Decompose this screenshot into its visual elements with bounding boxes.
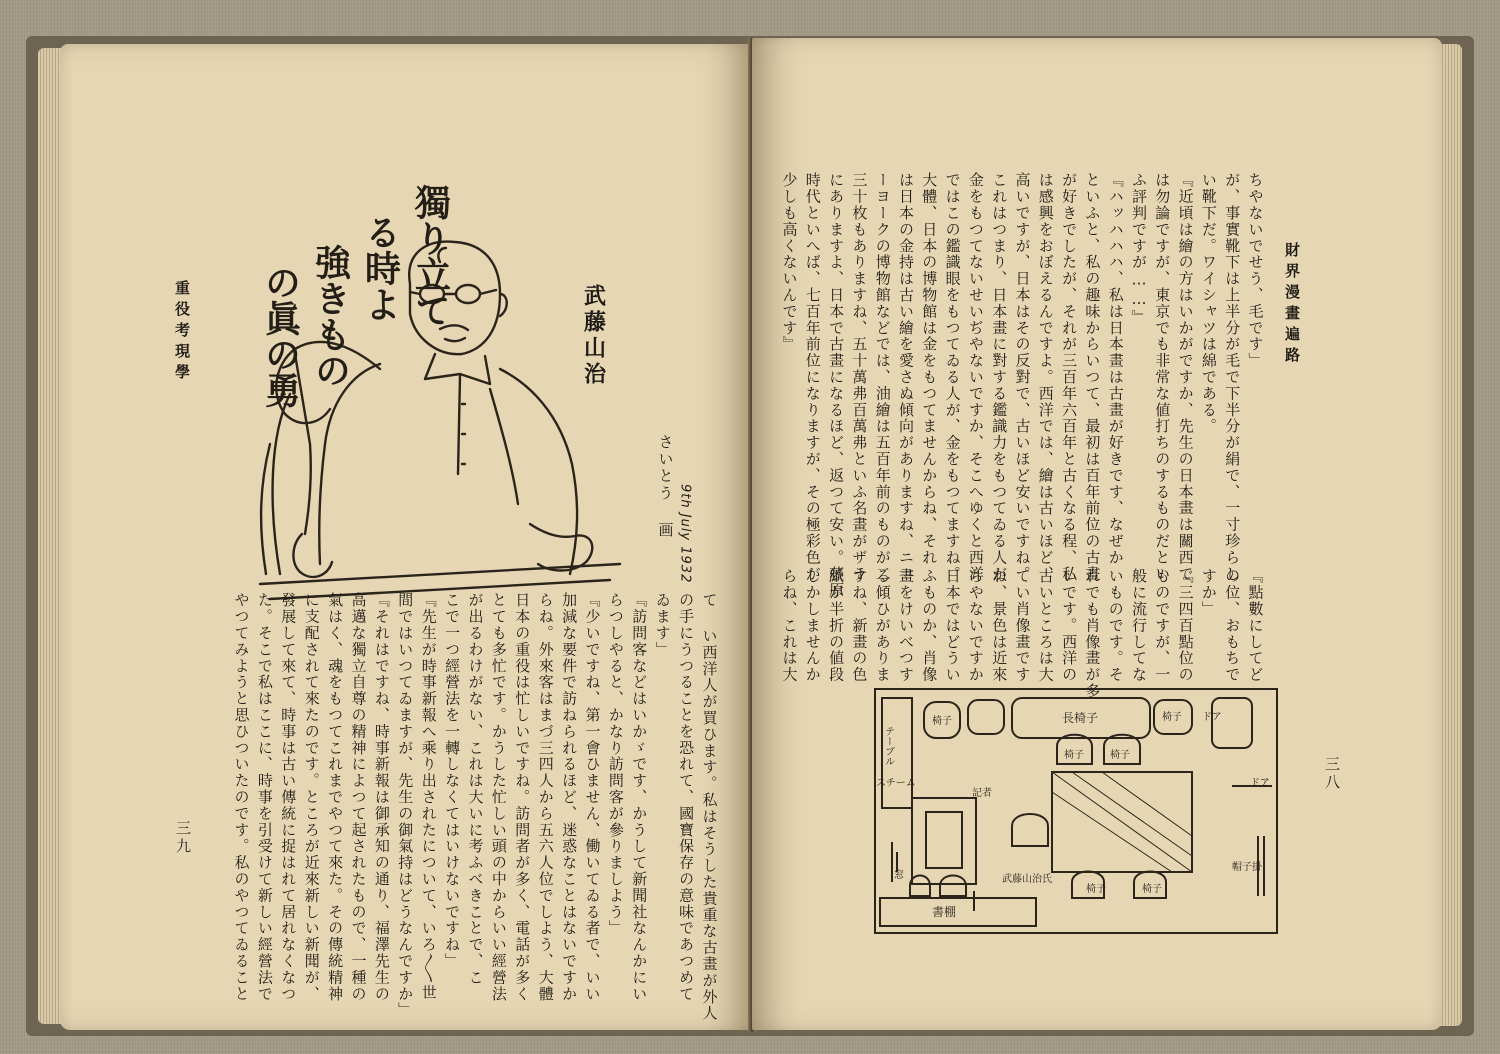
text-column: 古いところは大 xyxy=(1036,568,1055,683)
text-column: らつしやると、かなり訪問客が參りましよう」 xyxy=(606,592,625,937)
left-page-number: 三九 xyxy=(174,820,192,856)
text-column: 三十枚もありますね、五十萬弗百萬弗といふ名畫がザラ xyxy=(850,172,869,582)
text-column: ものですが、一 xyxy=(1153,568,1172,683)
text-column: の手にうつることを恐れて、國寶保存の意味であつめて xyxy=(677,592,696,1002)
plan-label-door-2: ドア xyxy=(1202,712,1222,723)
text-column: いです。西洋の xyxy=(1060,568,1079,683)
text-column: らね、これは大 xyxy=(780,568,799,683)
text-column: て い西洋人が買ひます。私はそうした貴重な古畫が外人 xyxy=(700,592,719,1022)
text-column: 『ハッハハハ、私は日本畫は古畫が好きです、なぜか xyxy=(1106,172,1125,566)
left-page xyxy=(60,44,750,1030)
calligraphy-col-4: の眞の勇 xyxy=(259,264,301,408)
text-column: 金をもつてないせいぢやないですか、そこへゆくと西洋 xyxy=(966,172,985,582)
page-edges-left xyxy=(38,48,62,1024)
text-column: 『近頃は繪の方はいかがですか、先生の日本畫は關西で xyxy=(1176,172,1195,582)
text-column: る傾ひがありま xyxy=(873,568,892,683)
plan-bookshelf xyxy=(880,898,1036,926)
caricature-illustration xyxy=(200,144,720,614)
text-column: 氣はく、魂をもつてこれまでやつて來た。その傳統精神 xyxy=(326,592,345,1002)
right-page-number: 三八 xyxy=(1323,756,1341,792)
right-page xyxy=(752,38,1442,1030)
text-column: 日本ではどうい xyxy=(943,568,962,683)
plan-label-host: 武藤山治氏 xyxy=(1002,874,1052,885)
text-column: いものです。そ xyxy=(1106,568,1125,683)
text-column: が好きでしたが、それが三百年六百年と古くなる程、私 xyxy=(1060,172,1079,582)
text-column: といふと、私の趣味からいつて、最初は百年前位の古畫 xyxy=(1083,172,1102,582)
text-column: ーヨークの博物館などでは、油繪は五百年前のものが二 xyxy=(873,172,892,582)
plan-label-door-1: ドア xyxy=(1250,778,1270,789)
text-column: 紙が半折の値段 xyxy=(827,568,846,683)
text-column: 『點數にしてど xyxy=(1246,568,1265,683)
text-column: は感興をおぼえるんですよ。西洋では、繪は古いほど、 xyxy=(1036,172,1055,582)
plan-label-chair-2: 椅子 xyxy=(1162,712,1182,723)
text-column: てい肖像畫です xyxy=(1013,568,1032,683)
text-column: にありますよ、日本で古畫になるほど、返つて安い。藤原 xyxy=(827,172,846,599)
text-column: これはつまり、日本畫に對する鑑識力をもつてゐる人が xyxy=(990,172,1009,582)
plan-label-hatstand: 帽子掛 xyxy=(1232,862,1262,873)
text-column: が、事實靴下は上半分が毛で下半分が絹で、一寸珍らし xyxy=(1223,172,1242,582)
text-column: ちやないですか xyxy=(966,568,985,683)
text-column: ふ評判ですが……』 xyxy=(1130,172,1148,326)
text-column: 『それはですね、時事新報は御承知の通り、福澤先生の xyxy=(372,592,391,1002)
text-column: 畫をけいべつす xyxy=(897,568,915,683)
text-column: らね。外來客はまづ三四人から五六人位でしよう、大體 xyxy=(536,592,555,1002)
date-note: 9th July 1932 xyxy=(677,484,693,584)
text-column: 高いですが、日本はその反對で、古いほど安いですね。 xyxy=(1013,172,1032,582)
calligraphy-col-1: 獨り立て xyxy=(409,184,451,328)
plan-label-bookshelf: 書棚 xyxy=(932,905,957,919)
plan-label-chair-4: 椅子 xyxy=(1110,750,1130,761)
text-column: は勿論ですが、東京でも非常な値打ちのするものだとい xyxy=(1153,172,1172,582)
calligraphy-col-3: 強きもの xyxy=(309,244,351,388)
plan-label-chair-5: 椅子 xyxy=(1086,884,1106,895)
plan-desk xyxy=(912,798,976,884)
calligraphy-col-2: る時よ xyxy=(359,214,401,322)
text-column: 發展して來て、時事は古い傳統に捉はれて居れなくなつ xyxy=(279,592,298,1002)
text-column: ゐます」 xyxy=(653,592,672,658)
text-column: 般に流行してな xyxy=(1130,568,1148,683)
text-column: 『先生が時事新報へ乘り出されたについて、いろ〳〵世 xyxy=(419,592,438,1001)
plan-label-window: 窓 xyxy=(894,870,904,881)
text-column: 『三四百點位の xyxy=(1176,568,1195,683)
text-column: 高邁な獨立自尊の精神によつて起されたもので、一種の xyxy=(349,592,368,1002)
text-column: い靴下だ。ワイシャツは綿である。 xyxy=(1199,172,1218,435)
text-column: 加減な要件で訪ねられるほど、迷惑なことはないですか xyxy=(560,592,579,1002)
text-column: 大體、日本の博物館は金をもつてませんからね、それ xyxy=(920,172,939,566)
plan-label-chair-1: 椅子 xyxy=(932,716,952,727)
text-column: こで一つ經營法を一轉しなくてはいけないですね」 xyxy=(443,592,462,970)
text-column: とても多忙です。かうした忙しい頭の中からいい經營法 xyxy=(489,592,508,1002)
text-column: ちやないでせう、毛です」 xyxy=(1246,172,1265,369)
plan-label-steam: スチーム xyxy=(876,778,916,789)
text-column: れでも肖像畫が多 xyxy=(1083,568,1102,700)
floor-plan-sketch xyxy=(872,686,1282,938)
text-column: 少しも高くないんです』 xyxy=(780,172,799,353)
text-column: ね、景色は近來 xyxy=(990,568,1009,683)
text-column: すか」 xyxy=(1199,568,1218,618)
text-column: やつてみようと思ひついたのです。私のやつてゐること xyxy=(232,592,251,1002)
text-column: 『訪問客などはいかゞです、かうして新聞社なんかにい xyxy=(630,592,649,1002)
left-running-header: 重役考現學 xyxy=(173,280,191,385)
artist-mark: さいとう 画 xyxy=(656,434,675,539)
plan-label-table: テーブル xyxy=(882,726,894,766)
text-column: た。そこで私はここに、時事を引受けて新しい經營法で xyxy=(255,592,274,1002)
text-column: は日本の金持は古い繪を愛さぬ傾向がありますね、ニュ xyxy=(897,172,915,582)
text-column: に支配されて來たのです。ところが近來新しい新聞が、 xyxy=(302,592,321,1002)
text-column: の位、おもちで xyxy=(1223,568,1242,683)
text-column: 日本の重役は忙しいですね。訪問者が多く、電話が多く xyxy=(513,592,532,1002)
plan-label-chair-6: 椅子 xyxy=(1142,884,1162,895)
plan-label-sofa: 長椅子 xyxy=(1062,711,1099,725)
text-column: が出るわけがない、これは大いに考ふべきことで、こ xyxy=(466,592,485,986)
right-running-header: 財界漫畫遍路 xyxy=(1283,242,1301,368)
plan-label-chair-3: 椅子 xyxy=(1064,750,1084,761)
plan-label-reporter: 記者 xyxy=(972,788,992,799)
page-edges-right xyxy=(1440,44,1462,1026)
text-column: すね、新畫の色 xyxy=(850,568,869,683)
text-column: ではこの鑑識眼をもつてゐる人が、金をもつてますね。 xyxy=(943,172,962,582)
text-column: 時代といへば、七百年前位になりますが、その極彩色が xyxy=(803,172,822,582)
text-column: 『少いですね、第一會ひません、働いてゐる者で、いい xyxy=(583,592,602,1002)
text-column: ふものか、肖像 xyxy=(920,568,939,683)
text-column: 間ではいつてゐますが、先生の御氣持はどうなんですか」 xyxy=(396,592,415,1019)
caricature-signature: 武藤山治 xyxy=(580,284,606,388)
text-column: しかしませんか xyxy=(803,568,822,683)
